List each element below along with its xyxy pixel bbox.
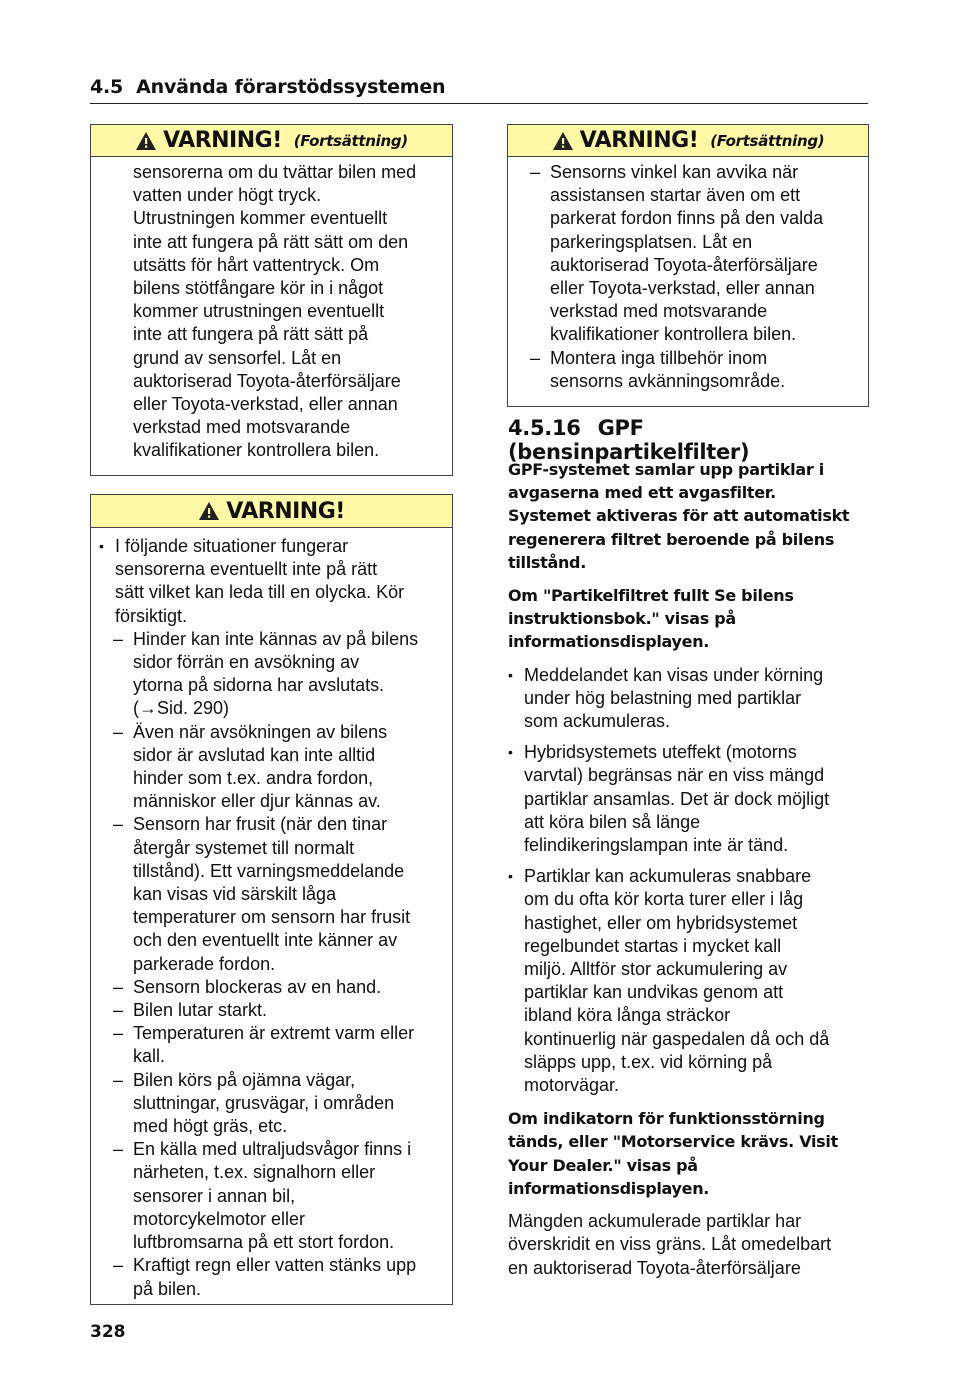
final-paragraph: Mängden ackumulerade partiklar har överskridit en viss gräns. Låt omedelbart en auktoriserad Toyota-återförsäljare [508, 1211, 832, 1278]
warning-body [508, 157, 868, 393]
continued-label: (Fortsättning) [710, 131, 825, 150]
bullet-list [508, 664, 870, 1098]
list-item: – Hinder kan inte kännas av på bilens sidor förrän en avsökning av ytorna på sidorna har avslutats. (→Sid. 290) [111, 628, 448, 721]
warning-body [91, 528, 452, 1301]
page-number: 328 [90, 1322, 126, 1342]
warning-header [508, 125, 868, 157]
warning-body: sensorerna om du tvättar bilen med vatten under högt tryck. Utrustningen kommer eventuellt inte att fungera på rätt sätt om den utsätts för hårt vattentryck. Om bilens stötfångare kör in i något kommer utrustningen eventuellt inte att fungera på rätt sätt på grund av sensorfel. Låt en auktoriserad Toyota-återförsäljare eller Toyota-verkstad, eller annan verkstad med motsvarande kvalifikationer kontrollera bilen. [133, 162, 417, 461]
warning-label: VARNING! [226, 498, 345, 524]
section-heading-number: 4.5.16 [508, 416, 581, 440]
warning-label: VARNING! [579, 128, 699, 153]
warning-header [91, 125, 452, 157]
section-heading [508, 416, 868, 464]
list-item: – Temperaturen är extremt varm eller kall. [111, 1022, 448, 1068]
warning-header [91, 495, 452, 528]
list-item: – Sensorn har frusit (när den tinar återgår systemet till normalt tillstånd). Ett varningsmeddelande kan visas vid särskilt låga temperaturer om sensorn har frusit och den eventuellt inte känner av parkerade fordon. [111, 813, 448, 975]
page-header [90, 74, 868, 104]
list-item: – Bilen lutar starkt. [111, 999, 448, 1022]
list-item: • Partiklar kan ackumuleras snabbare om du ofta kör korta turer eller i låg hastighet, eller om hybridsystemet regelbundet startas i mycket kall miljö. Alltför stor ackumulering av partiklar kan undvikas genom att ibland köra långa sträckor kontinuerlig när gaspedalen då och då släpps upp, t.ex. vid körning på motorvägar. [508, 865, 870, 1097]
warning-box-sensors [90, 494, 453, 1305]
warning-triangle-icon [135, 131, 157, 151]
section-body [508, 458, 870, 1280]
list-item: • Hybridsystemets uteffekt (motorns varvtal) begränsas när en viss mängd partiklar ansamlas. Det är dock möjligt att köra bilen så länge felindikeringslampan inte är tänd. [508, 741, 870, 857]
list-item: • Meddelandet kan visas under körning under hög belastning med partiklar som ackumuleras. [508, 664, 870, 734]
list-item: – Montera inga tillbehör inom sensorns avkänningsområde. [528, 347, 862, 393]
list-item: – Sensorns vinkel kan avvika när assistansen startar även om ett parkerat fordon finns på den valda parkeringsplatsen. Låt en auktoriserad Toyota-återförsäljare eller Toyota-verkstad, eller annan verkstad med motsvarande kvalifikationer kontrollera bilen. [528, 161, 862, 347]
list-item: • I följande situationer fungerar sensorerna eventuellt inte på rätt sätt vilket kan leda till en olycka. Kör försiktigt. [99, 535, 448, 628]
list-item: – Sensorn blockeras av en hand. [111, 976, 448, 999]
warning-label: VARNING! [163, 128, 282, 153]
list-item: – En källa med ultraljudsvågor finns i närheten, t.ex. signalhorn eller sensorer i annan bil, motorcykelmotor eller luftbromsarna på ett stort fordon. [111, 1138, 448, 1254]
condition-paragraph: Om indikatorn för funktionsstörning tänds, eller "Motorservice krävs. Visit Your Dealer." visas på informationsdisplayen. [508, 1109, 838, 1198]
list-item: – Bilen körs på ojämna vägar, sluttningar, grusvägar, i områden med högt gräs, etc. [111, 1069, 448, 1139]
warning-box-continued [90, 124, 453, 476]
continued-label: (Fortsättning) [293, 131, 408, 150]
warning-triangle-icon [552, 131, 574, 151]
intro-paragraph: GPF-systemet samlar upp partiklar i avgaserna med ett avgasfilter. Systemet aktiveras för att automatiskt regenerera filtret beroende på bilens tillstånd. [508, 460, 850, 572]
warning-triangle-icon [198, 501, 220, 521]
page-title: Använda förarstödssystemen [136, 76, 446, 98]
section-heading-title: GPF (bensinpartikelfilter) [508, 416, 750, 464]
warning-box-continued-right [507, 124, 869, 407]
list-item: – Kraftigt regn eller vatten stänks upp på bilen. [111, 1254, 448, 1300]
section-number: 4.5 [90, 76, 124, 98]
list-item: – Även när avsökningen av bilens sidor är avslutad kan inte alltid hinder som t.ex. andra fordon, människor eller djur kännas av. [111, 721, 448, 814]
condition-paragraph: Om "Partikelfiltret fullt Se bilens instruktionsbok." visas på informationsdisplayen. [508, 586, 794, 652]
